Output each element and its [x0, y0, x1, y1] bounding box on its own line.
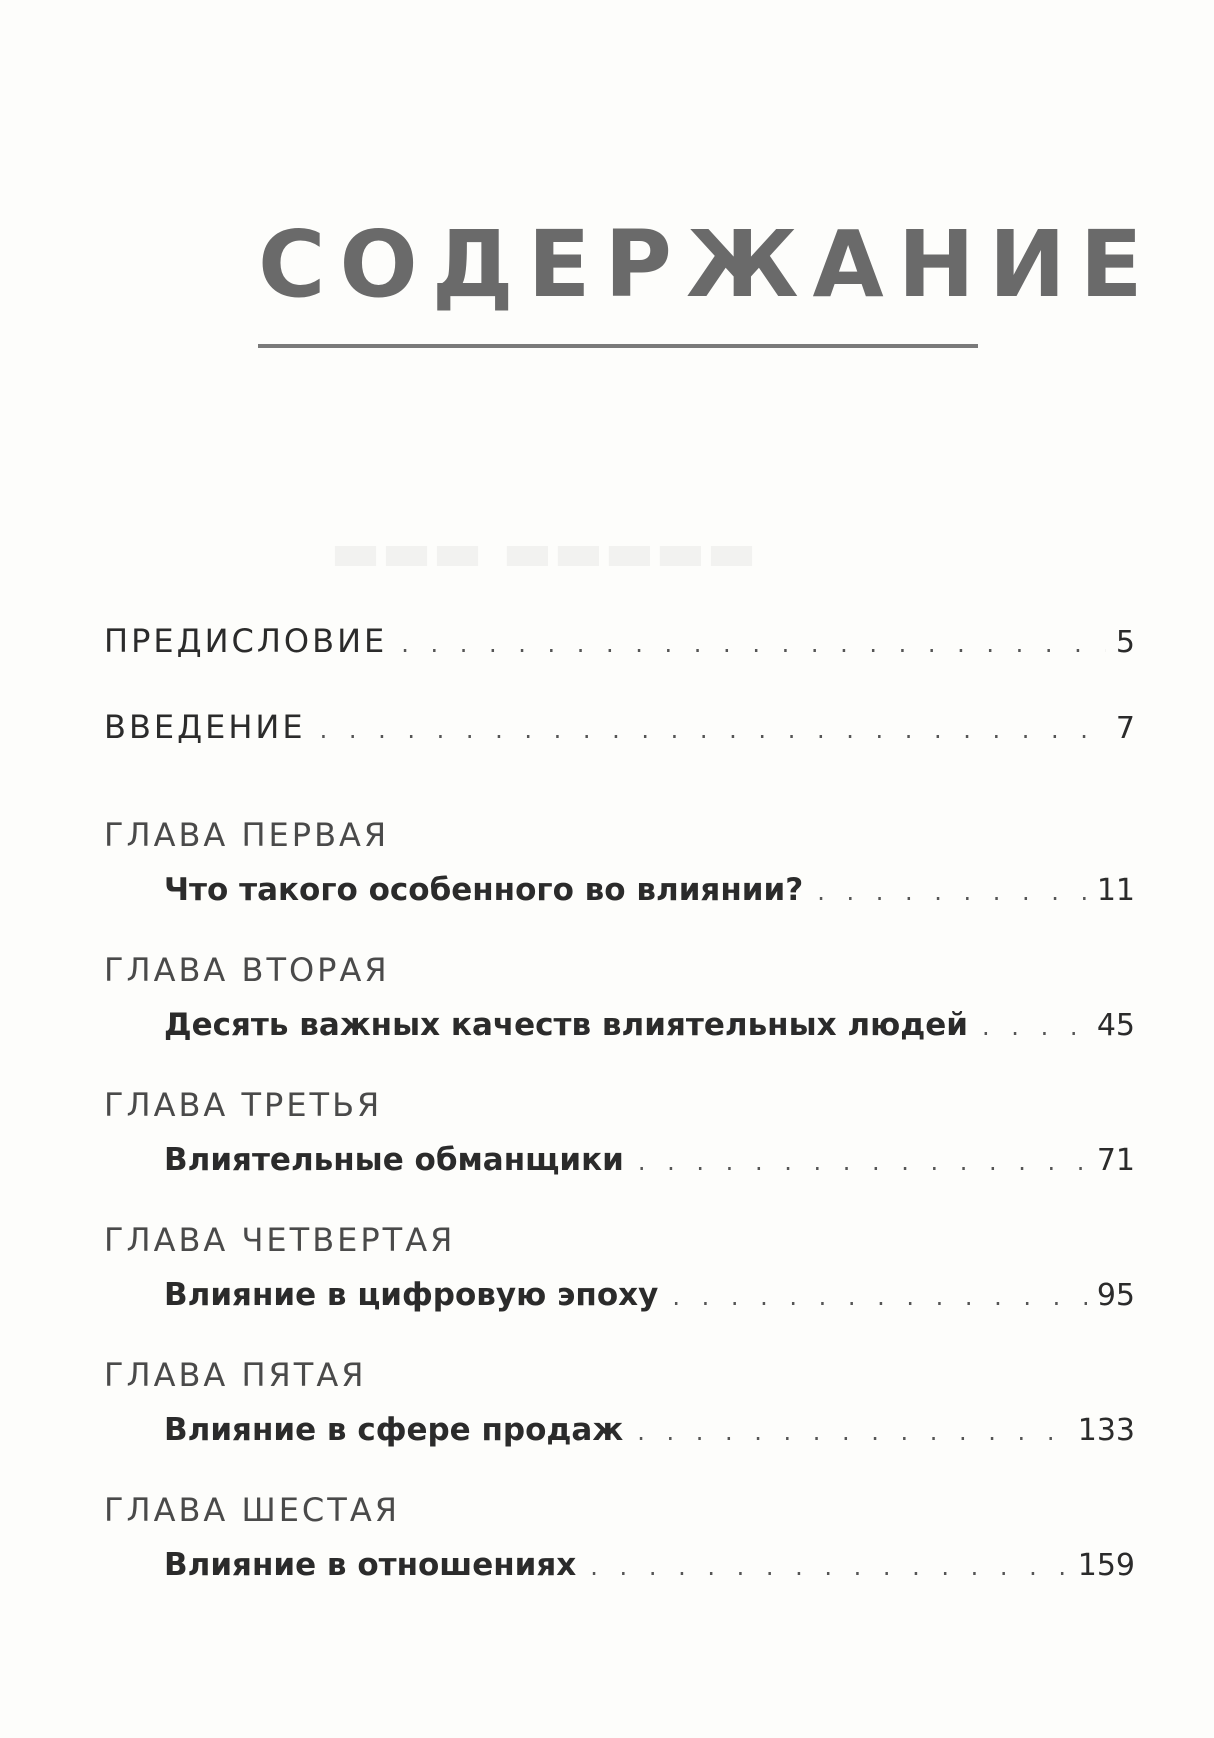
- dot-leader: [817, 878, 1087, 906]
- toc-entry-chapter-3[interactable]: [164, 1142, 1135, 1178]
- title-underline: [258, 344, 978, 348]
- page-number: 133: [1077, 1413, 1135, 1448]
- chapter-label: ГЛАВА ПЕРВАЯ: [104, 816, 390, 854]
- chapter-label: ГЛАВА ЧЕТВЕРТАЯ: [104, 1221, 456, 1259]
- page-number: 11: [1096, 873, 1135, 908]
- toc-entry-chapter-1[interactable]: [164, 872, 1135, 908]
- toc-entry-chapter-5[interactable]: [164, 1412, 1135, 1448]
- chapter-label: ГЛАВА ШЕСТАЯ: [104, 1491, 400, 1529]
- dot-leader: [590, 1553, 1067, 1581]
- toc-entry-chapter-6[interactable]: [164, 1547, 1135, 1583]
- page-number: 95: [1096, 1278, 1135, 1313]
- toc-entry-introduction[interactable]: [104, 708, 1135, 746]
- page-number: 5: [1115, 625, 1135, 660]
- chapter-label: ГЛАВА ПЯТАЯ: [104, 1356, 367, 1394]
- bleed-through: [330, 520, 757, 583]
- page-number: 159: [1077, 1548, 1135, 1583]
- dot-leader: [638, 1148, 1087, 1176]
- chapter-label: ГЛАВА ВТОРАЯ: [104, 951, 390, 989]
- toc-entry-title: Влияние в сфере продаж: [164, 1412, 624, 1448]
- page-title: СОДЕРЖАНИЕ: [258, 211, 1157, 318]
- page-number: 45: [1096, 1008, 1135, 1043]
- toc-entry-title: Влияние в цифровую эпоху: [164, 1277, 659, 1313]
- dot-leader: [672, 1283, 1086, 1311]
- toc-entry-title: ПРЕДИСЛОВИЕ: [104, 622, 388, 660]
- dot-leader: [637, 1418, 1068, 1446]
- dot-leader: [401, 630, 1106, 658]
- toc-entry-chapter-2[interactable]: [164, 1007, 1135, 1043]
- toc-entry-title: Влиятельные обманщики: [164, 1142, 624, 1178]
- toc-entry-preface[interactable]: [104, 622, 1135, 660]
- page-number: 71: [1096, 1143, 1135, 1178]
- chapter-label: ГЛАВА ТРЕТЬЯ: [104, 1086, 383, 1124]
- toc-entry-title: Влияние в отношениях: [164, 1547, 577, 1583]
- dot-leader: [320, 716, 1106, 744]
- page-number: 7: [1115, 711, 1135, 746]
- dot-leader: [982, 1013, 1087, 1041]
- toc-entry-chapter-4[interactable]: [164, 1277, 1135, 1313]
- toc-entry-title: Десять важных качеств влиятельных людей: [164, 1007, 969, 1043]
- toc-entry-title: ВВЕДЕНИЕ: [104, 708, 306, 746]
- toc-entry-title: Что такого особенного во влиянии?: [164, 872, 804, 908]
